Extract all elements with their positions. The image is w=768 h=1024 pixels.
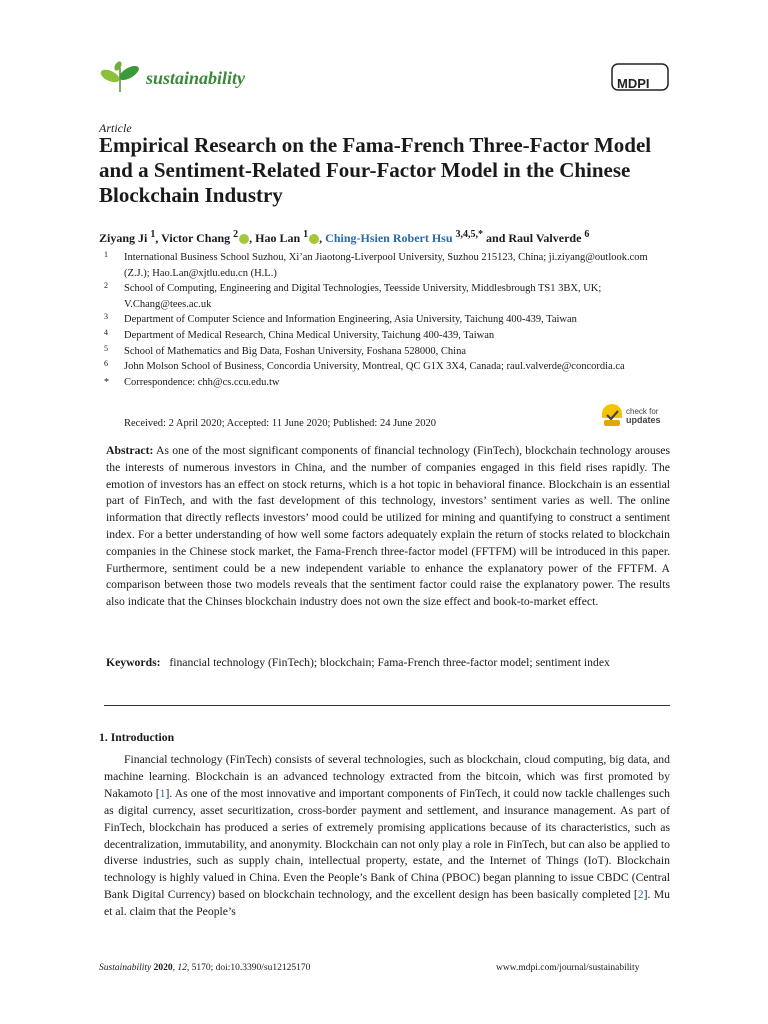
article-type: Article	[99, 121, 132, 135]
author-affil-sup: 2	[233, 229, 239, 240]
affiliation-text: International Business School Suzhou, Xi’an Jiaotong-Liverpool University, Suzhou 215123, China; ji.ziyang@outlook.com (Z.J.); Hao.Lan@xjtlu.edu.cn (H.L.)	[124, 252, 648, 279]
affiliation-number: 1	[104, 250, 108, 259]
publication-dates: Received: 2 April 2020; Accepted: 11 June 2020; Published: 24 June 2020	[124, 418, 436, 429]
affiliation-number: 3	[104, 312, 108, 322]
author-affil-sup: 3,4,5,*	[455, 229, 484, 240]
affiliation-item	[104, 312, 672, 328]
affiliation-number: *	[104, 376, 109, 388]
author-name-link[interactable]: Ching-Hsien Robert Hsu	[325, 231, 453, 245]
affiliation-item	[104, 328, 672, 344]
journal-name: sustainability	[146, 68, 246, 88]
footer-journal: Sustainability	[99, 963, 152, 973]
affiliation-item	[104, 250, 672, 281]
author-affil-sup: 1	[303, 229, 309, 240]
affiliation-item	[104, 359, 672, 375]
author-name[interactable]: Raul Valverde	[508, 231, 582, 245]
orcid-icon[interactable]	[239, 234, 249, 244]
correspondence	[104, 375, 672, 391]
footer-doi: , 5170; doi:10.3390/su12125170	[186, 963, 311, 973]
affiliation-text: Correspondence: chh@cs.ccu.edu.tw	[124, 376, 280, 388]
section-heading: 1. Introduction	[99, 731, 175, 744]
affiliation-list	[104, 250, 672, 390]
affiliation-number: 2	[104, 281, 108, 291]
section-divider	[104, 705, 670, 706]
intro-paragraph	[104, 752, 670, 921]
affiliation-number: 6	[104, 359, 108, 369]
orcid-icon[interactable]	[309, 234, 319, 244]
intro-text: ]. As one of the most innovative and important components of FinTech, it could now tackle challenges such as digital currency, asset securitization, cross-border payment and settlement, and insurance management. As part of FinTech, blockchain has produced a series of extremely promising applications because of its characteristics, such as decentralization, immutability, and anonymity. Blockchain can not only play a role in FinTech, but can also be applied to diverse industries, such as supply chain, intellectual property, estate, and the Internet of Things (IoT). Blockchain technology is highly valued in China. Even the People’s Bank of China (PBOC) began planning to issue CBDC (Central Bank Digital Currency) based on blockchain technology, and the excellent design has been basically completed [	[104, 786, 671, 902]
affiliation-text: Department of Computer Science and Information Engineering, Asia University, Taichung 400-439, Taiwan	[124, 314, 577, 326]
check-updates-icon	[600, 404, 624, 430]
author-list: Ziyang Ji $^1$, Victor Chang $^2$ , Hao Lan $^1$ , Ching-Hsien Robert Hsu $^{3,4,5,*}$ and Raul Valverde $^6$	[99, 229, 590, 245]
check-for-updates-badge[interactable]	[600, 404, 672, 432]
check-updates-line2: updates	[626, 415, 661, 425]
author-affil-sup: 6	[584, 229, 590, 240]
intro-text: Financial technology (FinTech) consists of several technologies, such as blockchain, cloud computing, big data, and machine learning. Blockchain is an advanced technology extracted from the bitcoin, which was first promoted by Nakamoto [	[104, 753, 670, 800]
footer-citation: Sustainability 2020, 12, 5170; doi:10.3390/su12125170	[99, 963, 311, 973]
abstract	[106, 443, 670, 611]
affiliation-number: 5	[104, 343, 108, 353]
author-name[interactable]: Ziyang Ji	[99, 231, 148, 245]
citation-link[interactable]: 1	[159, 786, 166, 800]
intro-text: ]. Mu et al. claim that the People’s	[104, 888, 670, 919]
keywords	[106, 655, 670, 672]
affiliation-text: School of Computing, Engineering and Digital Technologies, Teesside University, Middlesbrough TS1 3BX, UK; V.Chang@tees.ac.uk	[124, 283, 602, 310]
keywords-label: Keywords:	[106, 656, 161, 669]
abstract-label: Abstract:	[106, 444, 154, 457]
article-title: Empirical Research on the Fama-French Three-Factor Model and a Sentiment-Related Four-Factor Model in the Chinese Blockchain Industry	[99, 133, 652, 207]
affiliation-text: School of Mathematics and Big Data, Foshan University, Foshana 528000, China	[124, 345, 466, 357]
footer-volume: 12	[177, 963, 187, 973]
citation-link[interactable]: 2	[637, 888, 644, 902]
affiliation-item	[104, 344, 672, 360]
affiliation-text: John Molson School of Business, Concordia University, Montreal, QC G1X 3X4, Canada; raul.valverde@concordia.ca	[124, 361, 625, 373]
affiliation-text: Department of Medical Research, China Medical University, Taichung 400-439, Taiwan	[124, 329, 495, 341]
footer-year: 2020	[153, 963, 173, 973]
affiliation-item	[104, 281, 672, 312]
journal-logo-icon	[98, 60, 142, 94]
keywords-text: financial technology (FinTech); blockchain; Fama-French three-factor model; sentiment index	[169, 656, 610, 669]
author-affil-sup: 1	[150, 229, 156, 240]
affiliation-number: 4	[104, 327, 108, 337]
abstract-text: As one of the most significant components of financial technology (FinTech), blockchain technology arouses the interests of numerous investors in China, and the number of companies engaged in this field rises rapidly. The emotion of investors has an effect on stock returns, which is a hot topic in behavioral finance. Blockchain is an essential part of FinTech, and with the fast development of this technology, investors’ sentiment varies as well. The online information that directly reflects investors’ mood could be utilized for mining and quantifying to construct a sentiment index. For a better understanding of how well some factors adequately explain the return of stocks related to blockchain companies in the Chinese stock market, the Fama-French three-factor model (FFTFM) will be introduced in this paper. Furthermore, sentiment could be a new independent variable to enhance the explanatory power of the FFTFM. A comparison between those two models reveals that the sentiment factor could raise the explanatory power. The results also indicate that the Chinses blockchain industry does not own the size effect and book-to-market effect.	[106, 444, 670, 609]
footer-url[interactable]: www.mdpi.com/journal/sustainability	[496, 963, 640, 973]
author-name[interactable]: Hao Lan	[255, 231, 301, 245]
publisher-logo-text: MDPI	[617, 76, 650, 91]
check-updates-line1: check for	[626, 407, 659, 416]
author-name[interactable]: Victor Chang	[161, 231, 231, 245]
